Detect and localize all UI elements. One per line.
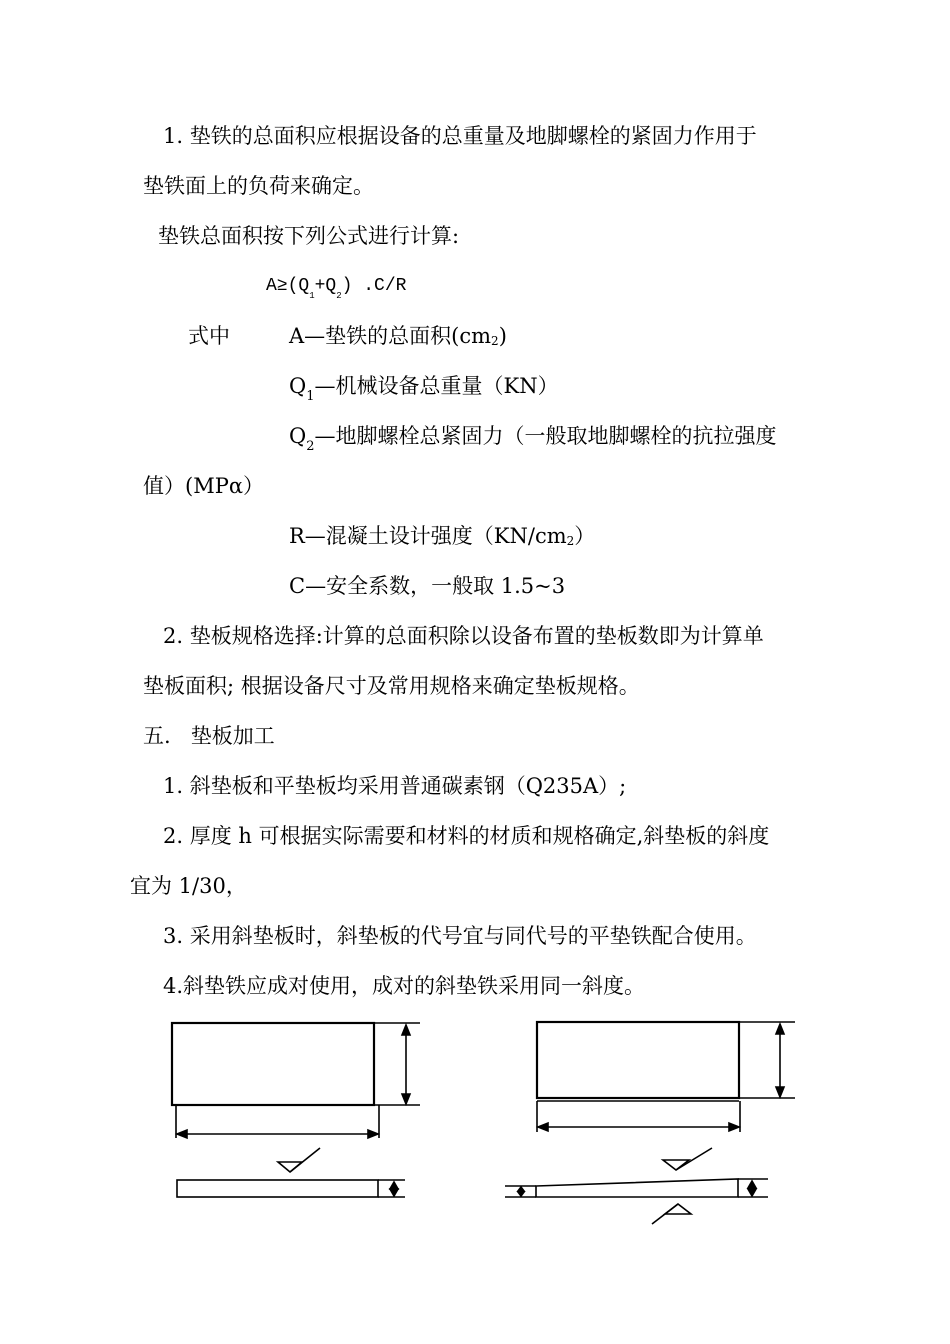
formula-sub-1: 1 bbox=[309, 291, 315, 301]
item-1: 1. 斜垫板和平垫板均采用普通碳素钢（Q235A）; bbox=[163, 774, 627, 798]
formula-part-rest: ) .C/R bbox=[341, 276, 407, 296]
definition-q1-sub: 1 bbox=[306, 389, 315, 404]
flat-shim-thickness-arrow-bottom bbox=[390, 1189, 398, 1196]
definition-q2-text: —地脚螺栓总紧固力（一般取地脚螺栓的抗拉强度 bbox=[314, 424, 777, 448]
item-2-line-1: 2. 厚度 h 可根据实际需要和材料的材质和规格确定,斜垫板的斜度 bbox=[163, 824, 770, 848]
section-5-heading: 五. 垫板加工 bbox=[143, 724, 275, 748]
flat-shim-surface-symbol-tail bbox=[290, 1148, 320, 1172]
item-3: 3. 采用斜垫板时，斜垫板的代号宜与同代号的平垫铁配合使用。 bbox=[163, 924, 757, 948]
item-2-line-2: 宜为 1/30， bbox=[130, 874, 247, 898]
flat-shim-surface-symbol bbox=[278, 1162, 302, 1172]
tapered-shim-right-arrow-top bbox=[748, 1181, 756, 1188]
definition-a bbox=[289, 322, 507, 355]
tapered-shim-diagram bbox=[505, 1022, 795, 1224]
definition-r-text: R—混凝土设计强度（KN/cm bbox=[289, 524, 567, 548]
paragraph-2-line-2: 垫板面积; 根据设备尺寸及常用规格来确定垫板规格。 bbox=[143, 674, 640, 698]
tapered-shim-length-arrow-right bbox=[729, 1123, 739, 1131]
flat-shim-width-arrow-top bbox=[402, 1025, 410, 1035]
tapered-shim-side-view bbox=[536, 1179, 738, 1197]
flat-shim-side-view bbox=[177, 1180, 378, 1197]
definitions-label: 式中 bbox=[188, 324, 230, 348]
tapered-shim-left-arrow-top bbox=[518, 1187, 524, 1191]
tapered-shim-right-arrow-bottom bbox=[748, 1189, 756, 1196]
formula-part-plus: +Q bbox=[314, 276, 337, 296]
definition-q2-continuation: 值）(MPα） bbox=[143, 474, 265, 498]
formula-intro: 垫铁总面积按下列公式进行计算: bbox=[158, 224, 460, 248]
formula-part-a: A≥(Q bbox=[266, 276, 310, 296]
definition-r bbox=[289, 522, 595, 555]
definition-q1-text: —机械设备总重量（KN） bbox=[314, 374, 559, 398]
definition-r-sup: 2 bbox=[566, 534, 575, 548]
tapered-shim-width-arrow-bottom bbox=[776, 1087, 784, 1097]
tapered-shim-top-view bbox=[537, 1022, 739, 1098]
tapered-shim-left-arrow-bottom bbox=[518, 1192, 524, 1196]
tapered-shim-width-arrow-top bbox=[776, 1024, 784, 1034]
paragraph-1-line-2: 垫铁面上的负荷来确定。 bbox=[143, 174, 374, 198]
formula-sub-2: 2 bbox=[336, 291, 342, 301]
definition-a-text: A—垫铁的总面积(cm bbox=[289, 324, 492, 348]
flat-shim-length-arrow-left bbox=[177, 1130, 187, 1138]
flat-shim-length-arrow-right bbox=[368, 1130, 378, 1138]
paragraph-1-line-1: 1. 垫铁的总面积应根据设备的总重量及地脚螺栓的紧固力作用于 bbox=[163, 124, 757, 148]
definition-c: C—安全系数，一般取 1.5~3 bbox=[289, 574, 566, 598]
definition-a-sup: 2 bbox=[491, 334, 499, 348]
definition-q2 bbox=[289, 422, 777, 461]
item-4: 4.斜垫铁应成对使用，成对的斜垫铁采用同一斜度。 bbox=[163, 974, 646, 998]
definition-r-close: ） bbox=[574, 524, 596, 548]
definition-q1 bbox=[289, 372, 559, 411]
tapered-shim-length-arrow-left bbox=[538, 1123, 548, 1131]
definition-q2-sub: 2 bbox=[306, 439, 315, 454]
flat-shim-top-view bbox=[172, 1023, 374, 1105]
paragraph-2-line-1: 2. 垫板规格选择:计算的总面积除以设备布置的垫板数即为计算单 bbox=[163, 624, 764, 648]
definition-q2-letter: Q bbox=[289, 424, 307, 448]
formula bbox=[266, 272, 406, 310]
definition-q1-letter: Q bbox=[289, 374, 307, 398]
flat-shim-thickness-arrow-top bbox=[390, 1182, 398, 1189]
definition-a-close: ) bbox=[498, 324, 507, 348]
flat-shim-width-arrow-bottom bbox=[402, 1094, 410, 1104]
tapered-shim-surface-symbol-bottom bbox=[665, 1204, 691, 1214]
shim-diagrams bbox=[0, 1000, 950, 1240]
tapered-shim-surface-symbol-top-tail bbox=[676, 1148, 712, 1170]
flat-shim-diagram bbox=[172, 1023, 420, 1197]
